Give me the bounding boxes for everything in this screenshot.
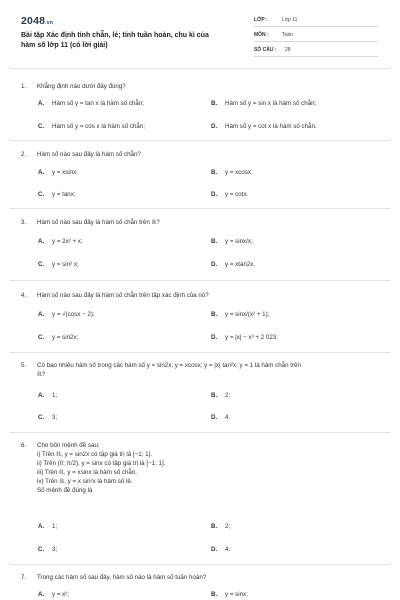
option-text: Hàm số y = sin x là hàm số chẵn; — [225, 100, 317, 107]
option-d[interactable] — [211, 261, 255, 268]
option-d[interactable] — [211, 123, 317, 130]
question-divider — [10, 140, 390, 141]
option-text: Hàm số y = cos x là hàm số chẵn; — [52, 123, 146, 130]
option-text: 1; — [52, 523, 58, 530]
option-text: 2; — [225, 523, 231, 530]
option-text: 4. — [225, 414, 231, 421]
option-text: 2; — [225, 392, 231, 399]
question-divider — [10, 564, 390, 565]
question-text: Có bao nhiêu hàm số trong các hàm số y = sin2x; y = xcosx; y = |x| tan²x; y = 1 là hàm chẵn trên — [37, 362, 301, 369]
question-number: 2. — [21, 151, 27, 158]
option-letter: C. — [38, 334, 45, 341]
option-d[interactable] — [211, 334, 278, 341]
option-b[interactable] — [211, 238, 253, 245]
question-prompt: Số mệnh đề đúng là — [37, 487, 93, 494]
question-divider — [10, 208, 390, 209]
question-text: Cho bốn mệnh đề sau: — [37, 442, 100, 449]
question-number: 1. — [21, 83, 27, 90]
meta-key: MÔN : — [254, 32, 269, 38]
option-text: y = xsinx; — [52, 169, 78, 176]
option-letter: D. — [211, 261, 218, 268]
option-b[interactable] — [211, 591, 248, 598]
option-letter: C. — [38, 191, 45, 198]
question-text: Khẳng định nào dưới đây đúng? — [37, 83, 126, 90]
option-text: y = √(cosx − 2); — [52, 311, 95, 318]
question-text: Hàm số nào sau đây là hàm số chẵn? — [37, 151, 141, 158]
option-b[interactable] — [211, 523, 230, 530]
meta-row-grade — [254, 17, 297, 23]
question-text: Trong các hàm số sau đây, hàm số nào là hàm số tuần hoàn? — [37, 574, 207, 581]
option-text: y = sin2x; — [52, 334, 79, 341]
option-letter: A. — [38, 238, 45, 245]
question-divider — [10, 352, 390, 353]
option-letter: D. — [211, 123, 218, 130]
option-a[interactable] — [38, 523, 57, 530]
option-letter: A. — [38, 523, 45, 530]
option-c[interactable] — [38, 414, 57, 421]
option-letter: A. — [38, 311, 45, 318]
meta-key: SỐ CÂU : — [254, 47, 277, 53]
option-text: 3; — [52, 546, 58, 553]
option-b[interactable] — [211, 169, 253, 176]
option-text: Hàm số y = cot x là hàm số chẵn. — [225, 123, 317, 130]
question-text: Hàm số nào sau đây là hàm số chẵn trên tập xác định của nó? — [37, 292, 209, 299]
document-title — [21, 31, 251, 50]
option-letter: A. — [38, 169, 45, 176]
option-letter: C. — [38, 546, 45, 553]
title-line: Bài tập Xác định tính chẵn, lẻ; tính tuần hoàn, chu kì của — [21, 32, 209, 39]
option-text: y = tanx; — [52, 191, 76, 198]
option-a[interactable] — [38, 169, 78, 176]
question-number: 4. — [21, 292, 27, 299]
option-c[interactable] — [38, 261, 79, 268]
meta-divider — [254, 56, 378, 57]
option-d[interactable] — [211, 191, 248, 198]
option-letter: B. — [211, 591, 218, 598]
option-text: y = sinx/(x² + 1); — [225, 311, 270, 318]
logo-suffix-text: .vn — [45, 20, 53, 26]
option-letter: C. — [38, 414, 45, 421]
option-letter: B. — [211, 392, 218, 399]
option-letter: A. — [38, 591, 45, 598]
option-letter: A. — [38, 100, 45, 107]
option-letter: B. — [211, 169, 218, 176]
question-divider — [10, 432, 390, 433]
meta-divider — [254, 41, 378, 42]
meta-row-count — [254, 47, 291, 53]
option-c[interactable] — [38, 123, 145, 130]
question-number: 6. — [21, 442, 27, 449]
meta-divider — [254, 26, 378, 27]
document-header — [0, 0, 400, 66]
option-text: y = cotx. — [225, 191, 249, 198]
option-text: y = sin² x; — [52, 261, 79, 268]
option-letter: A. — [38, 392, 45, 399]
statement-ii: ii) Trên (0; π/2), y = sinx có tập giá trị là [−1; 1]. — [37, 460, 166, 467]
site-logo[interactable] — [21, 15, 53, 27]
question-number: 5. — [21, 362, 27, 369]
option-a[interactable] — [38, 392, 57, 399]
option-letter: D. — [211, 414, 218, 421]
logo-main-text: 2048 — [21, 15, 46, 27]
option-a[interactable] — [38, 591, 69, 598]
option-a[interactable] — [38, 311, 95, 318]
question-text: Hàm số nào sau đây là hàm số chẵn trên ℝ? — [37, 219, 160, 226]
option-b[interactable] — [211, 100, 316, 107]
option-letter: B. — [211, 523, 218, 530]
option-c[interactable] — [38, 334, 78, 341]
option-c[interactable] — [38, 546, 57, 553]
option-text: y = xcosx; — [225, 169, 253, 176]
option-text: Hàm số y = tan x là hàm số chẵn; — [52, 100, 144, 107]
option-letter: D. — [211, 334, 218, 341]
meta-value: Lớp 11 — [282, 17, 298, 23]
option-letter: C. — [38, 261, 45, 268]
statement-iv: iv) Trên ℝ, y = x sin²x là hàm số lẻ. — [37, 478, 133, 485]
meta-value: 28 — [285, 47, 291, 53]
option-text: y = xtan2x. — [225, 261, 256, 268]
option-text: y = x²; — [52, 591, 70, 598]
option-letter: B. — [211, 238, 218, 245]
question-text: ℝ? — [37, 371, 46, 378]
option-text: 4. — [225, 546, 231, 553]
option-text: 1; — [52, 392, 58, 399]
option-letter: D. — [211, 191, 218, 198]
section-divider — [10, 68, 390, 69]
question-number: 7. — [21, 574, 27, 581]
option-text: y = 2x² + x; — [52, 238, 83, 245]
option-c[interactable] — [38, 191, 76, 198]
statement-iii: iii) Trên ℝ, y = xsinx là hàm số chẵn. — [37, 469, 137, 476]
option-d[interactable] — [211, 414, 230, 421]
option-d[interactable] — [211, 546, 230, 553]
question-divider — [10, 280, 390, 281]
option-text: 3; — [52, 414, 58, 421]
option-text: y = |x| − x³ + 2 023. — [225, 334, 278, 341]
meta-key: LỚP : — [254, 17, 268, 23]
option-text: y = sinx; — [225, 591, 248, 598]
option-letter: B. — [211, 100, 218, 107]
option-a[interactable] — [38, 100, 144, 107]
option-a[interactable] — [38, 238, 83, 245]
option-b[interactable] — [211, 392, 230, 399]
option-letter: B. — [211, 311, 218, 318]
title-line: hàm số lớp 11 (có lời giải) — [21, 41, 108, 49]
option-b[interactable] — [211, 311, 269, 318]
statement-i: i) Trên ℝ, y = sin2x có tập giá trị là [−1; 1]. — [37, 451, 152, 458]
meta-value: Toán — [282, 32, 293, 38]
option-text: y = sinx/x; — [225, 238, 253, 245]
meta-row-subject — [254, 32, 293, 38]
option-letter: D. — [211, 546, 218, 553]
question-number: 3. — [21, 219, 27, 226]
option-letter: C. — [38, 123, 45, 130]
